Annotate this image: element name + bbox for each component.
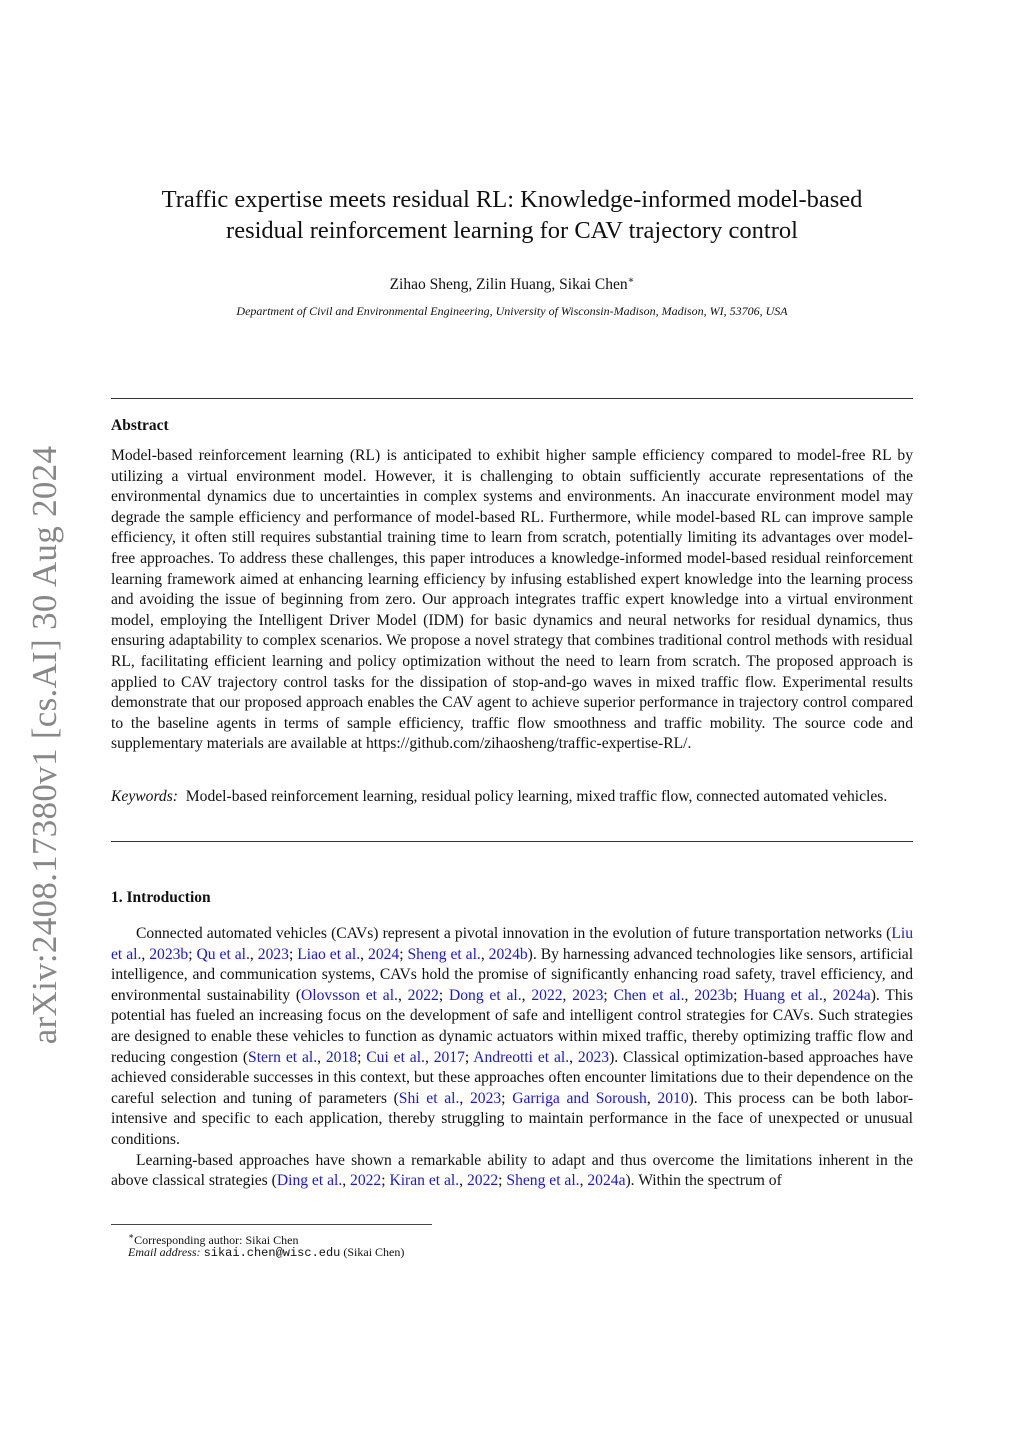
- citation-link[interactable]: Liu et al.: [111, 925, 913, 963]
- divider-top: [111, 398, 913, 399]
- citation-link[interactable]: Kiran et al.: [389, 1172, 460, 1190]
- paragraph-text: ). This process can be both labor-intensive and specific to each application, thereby struggling to maintain performance in the face of unexpected or unusual conditions.: [111, 1089, 914, 1148]
- footnote-corresponding-text: Corresponding author: Sikai Chen: [134, 1233, 299, 1247]
- title-line-1: Traffic expertise meets residual RL: Knowledge-informed model-based: [161, 186, 863, 213]
- citation-link[interactable]: 2023b: [149, 945, 189, 963]
- email-label: Email address:: [128, 1245, 201, 1259]
- introduction-paragraph: [111, 924, 913, 1151]
- paragraph-text: ,: [562, 986, 573, 1004]
- citation-link[interactable]: 2024a: [587, 1172, 626, 1190]
- paragraph-text: ,: [684, 986, 695, 1004]
- paragraph-text: ,: [646, 1089, 658, 1107]
- citation-link[interactable]: 2023: [577, 1048, 610, 1066]
- paragraph-text: ,: [480, 945, 489, 963]
- citation-link[interactable]: 2022: [407, 986, 439, 1004]
- citation-link[interactable]: Chen et al.: [613, 986, 685, 1004]
- footnote-divider: [111, 1224, 432, 1225]
- citation-link[interactable]: Dong et al.: [448, 986, 522, 1004]
- keywords-label: Keywords:: [111, 788, 178, 805]
- divider-bottom: [111, 841, 913, 842]
- paper-title: [100, 184, 924, 246]
- paragraph-text: ;: [438, 986, 449, 1004]
- citation-link[interactable]: Cui et al.: [366, 1048, 425, 1066]
- citation-link[interactable]: 2024b: [488, 945, 528, 963]
- paragraph-text: ,: [521, 986, 532, 1004]
- section-heading-introduction: 1. Introduction: [111, 889, 211, 906]
- citation-link[interactable]: Stern et al.: [248, 1048, 318, 1066]
- citation-link[interactable]: 2023: [572, 986, 604, 1004]
- citation-link[interactable]: 2022: [350, 1172, 382, 1190]
- abstract-body: Model-based reinforcement learning (RL) is anticipated to exhibit higher sample efficiency compared to model-free RL by utilizing a virtual environment model. However, it is challenging to obtain sufficiently accurate representations of the environmental dynamics due to uncertainties in complex systems and environments. An inaccurate environment model may degrade the sample efficiency and performance of model-based RL. Furthermore, while model-based RL can improve sample efficiency, it often still requires substantial training time to learn from scratch, potentially limiting its advantages over model-free approaches. To address these challenges, this paper introduces a knowledge-informed model-based residual reinforcement learning framework aimed at enhancing learning efficiency by infusing established expert knowledge into the learning process and avoiding the issue of beginning from zero. Our approach integrates traffic expert knowledge into a virtual environment model, employing the Intelligent Driver Model (IDM) for basic dynamics and neural networks for residual dynamics, thus ensuring adaptability to complex scenarios. We propose a novel strategy that combines traditional control methods with residual RL, facilitating efficient learning and policy optimization without the need to learn from scratch. The proposed approach is applied to CAV trajectory control tasks for the dissipation of stop-and-go waves in mixed traffic flow. Experimental results demonstrate that our proposed approach enables the CAV agent to achieve superior performance in trajectory control compared to the baseline agents in terms of sample efficiency, traffic flow smoothness and traffic mobility. The source code and supplementary materials are available at https://github.com/zihaosheng/traffic-expertise-RL/.: [111, 447, 913, 753]
- citation-link[interactable]: 2023: [469, 1089, 502, 1107]
- paragraph-text: ,: [459, 1172, 467, 1190]
- citation-link[interactable]: Shi et al.: [398, 1089, 460, 1107]
- footnote-email: [128, 1244, 404, 1261]
- citation-link[interactable]: 2024: [368, 945, 400, 963]
- paragraph-text: ;: [464, 1048, 474, 1066]
- citation-link[interactable]: 2024a: [832, 986, 871, 1004]
- paragraph-text: ;: [399, 945, 408, 963]
- paragraph-text: ,: [579, 1172, 588, 1190]
- paragraph-text: ;: [188, 945, 197, 963]
- paragraph-text: ,: [249, 945, 258, 963]
- keywords-text: Model-based reinforcement learning, residual policy learning, mixed traffic flow, connected automated vehicles.: [185, 788, 888, 805]
- paragraph-text: ;: [733, 986, 744, 1004]
- citation-link[interactable]: Qu et al.: [196, 945, 250, 963]
- citation-link[interactable]: 2022: [466, 1172, 499, 1190]
- paragraph-text: Learning-based approaches have shown a remarkable ability to adapt and thus overcome the limitations inherent in the above classical strategies (: [111, 1151, 913, 1190]
- introduction-paragraph: [111, 1151, 913, 1192]
- introduction-body: [111, 924, 913, 1192]
- email-owner: (Sikai Chen): [343, 1245, 405, 1259]
- citation-link[interactable]: Sheng et al.: [407, 945, 481, 963]
- paragraph-text: ;: [381, 1172, 390, 1190]
- paragraph-text: ;: [498, 1172, 507, 1190]
- paragraph-text: ;: [288, 945, 298, 963]
- citation-link[interactable]: Olovsson et al.: [301, 986, 398, 1004]
- corresponding-author-mark: ∗: [627, 275, 635, 286]
- paragraph-text: ;: [357, 1048, 367, 1066]
- paragraph-text: ,: [317, 1048, 326, 1066]
- affiliation: Department of Civil and Environmental Engineering, University of Wisconsin-Madison, Madison, WI, 53706, USA: [236, 304, 788, 318]
- paragraph-text: Connected automated vehicles (CAVs) represent a pivotal innovation in the evolution of future transportation networks (: [136, 925, 892, 942]
- paragraph-text: ,: [141, 945, 150, 963]
- keywords: [111, 787, 913, 808]
- author-list: [100, 275, 924, 294]
- citation-link[interactable]: 2017: [433, 1048, 465, 1066]
- citation-link[interactable]: Liao et al.: [297, 945, 361, 963]
- citation-link[interactable]: 2018: [325, 1048, 358, 1066]
- citation-link[interactable]: Garriga and Soroush: [512, 1089, 647, 1107]
- paragraph-text: ,: [459, 1089, 470, 1107]
- paragraph-text: ,: [397, 986, 408, 1004]
- paragraph-text: ,: [569, 1048, 578, 1066]
- citation-link[interactable]: 2023b: [694, 986, 734, 1004]
- citation-link[interactable]: Huang et al.: [743, 986, 823, 1004]
- paragraph-text: ,: [342, 1172, 351, 1190]
- citation-link[interactable]: Sheng et al.: [506, 1172, 580, 1190]
- abstract-heading: Abstract: [111, 417, 169, 434]
- paragraph-text: ,: [424, 1048, 434, 1066]
- paragraph-text: ;: [501, 1089, 513, 1107]
- arxiv-identifier-stamp: arXiv:2408.17380v1 [cs.AI] 30 Aug 2024: [25, 445, 64, 1045]
- citation-link[interactable]: 2023: [257, 945, 289, 963]
- citation-link[interactable]: 2022: [531, 986, 563, 1004]
- paragraph-text: ). By harnessing advanced technologies like sensors, artificial intelligence, and communication systems, CAVs hold the promise of significantly enhancing road safety, travel efficiency, and environmental sustainability (: [111, 945, 914, 1004]
- citation-link[interactable]: Andreotti et al.: [473, 1048, 570, 1066]
- footnote-mark: ∗: [128, 1231, 135, 1241]
- citation-link[interactable]: 2010: [657, 1089, 689, 1107]
- authors-text: Zihao Sheng, Zilin Huang, Sikai Chen: [389, 276, 628, 294]
- title-line-2: residual reinforcement learning for CAV trajectory control: [226, 217, 798, 244]
- paragraph-text: ). This potential has fueled an increasing focus on the development of safe and intelligent control strategies for CAVs. Such strategies are designed to enable these vehicles to function as dynamic actuators within mixed traffic, thereby optimizing traffic flow and reducing congestion (: [111, 986, 914, 1066]
- citation-link[interactable]: Ding et al.: [276, 1172, 343, 1190]
- email-address[interactable]: sikai.chen@wisc.edu: [203, 1246, 341, 1260]
- paragraph-text: ,: [360, 945, 369, 963]
- paragraph-text: ). Classical optimization-based approaches have achieved considerable successes in this context, but these approaches often encounter limitations due to their dependence on the careful selection and tuning of parameters (: [111, 1048, 914, 1107]
- paragraph-text: ;: [603, 986, 614, 1004]
- paragraph-text: ). Within the spectrum of: [625, 1172, 782, 1190]
- abstract-text: [111, 446, 913, 755]
- paragraph-text: ,: [822, 986, 833, 1004]
